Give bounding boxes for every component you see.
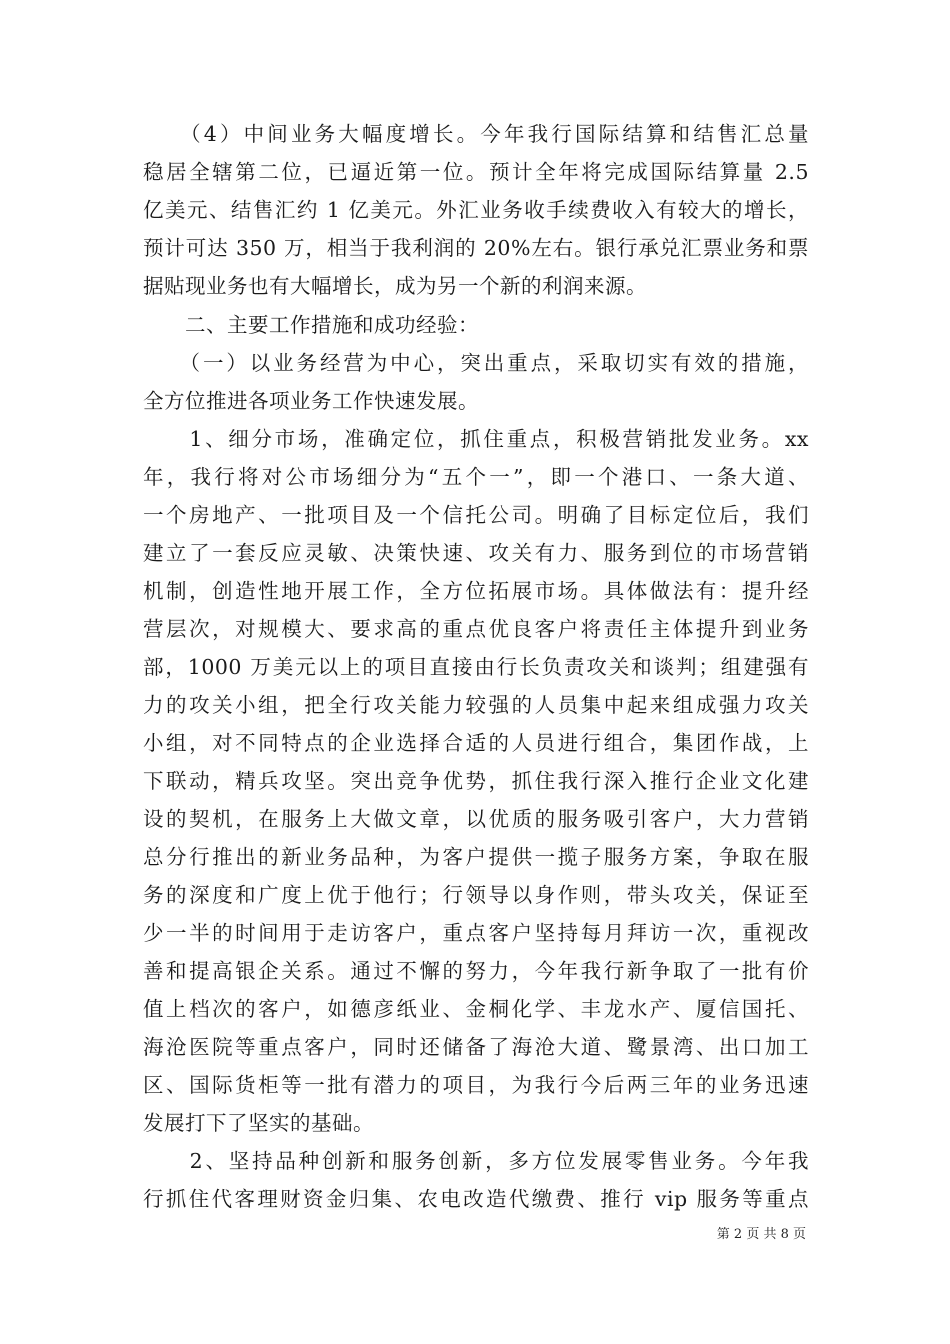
text-line: 一个房地产、一批项目及一个信托公司。明确了目标定位后，我们	[143, 503, 809, 527]
text-line: 部，1000 万美元以上的项目直接由行长负责攻关和谈判；组建强有	[143, 655, 809, 679]
text-line: 机制，创造性地开展工作，全方位拓展市场。具体做法有：提升经	[143, 579, 809, 603]
page-number-footer: 第 2 页 共 8 页	[716, 1227, 806, 1242]
text-line: 亿美元、结售汇约 1 亿美元。外汇业务收手续费收入有较大的增长，	[143, 198, 809, 222]
text-line: 设的契机，在服务上大做文章，以优质的服务吸引客户，大力营销	[143, 807, 809, 831]
text-line: 行抓住代客理财资金归集、农电改造代缴费、推行 vip 服务等重点	[143, 1187, 809, 1211]
text-line: 区、国际货柜等一批有潜力的项目，为我行今后两三年的业务迅速	[143, 1073, 809, 1097]
text-line: 小组，对不同特点的企业选择合适的人员进行组合，集团作战，上	[143, 731, 809, 755]
text-line: 总分行推出的新业务品种，为客户提供一揽子服务方案，争取在服	[143, 845, 809, 869]
text-line: 稳居全辖第二位，已逼近第一位。预计全年将完成国际结算量 2.5	[143, 160, 809, 184]
text-line: 1、细分市场，准确定位，抓住重点，积极营销批发业务。xx	[143, 427, 809, 451]
text-line: 海沧医院等重点客户，同时还储备了海沧大道、鹭景湾、出口加工	[143, 1035, 809, 1059]
text-line: 务的深度和广度上优于他行；行领导以身作则，带头攻关，保证至	[143, 883, 809, 907]
text-line: 预计可达 350 万，相当于我利润的 20%左右。银行承兑汇票业务和票	[143, 236, 809, 260]
text-line: 营层次，对规模大、要求高的重点优良客户将责任主体提升到业务	[143, 617, 809, 641]
text-line: 少一半的时间用于走访客户，重点客户坚持每月拜访一次，重视改	[143, 921, 809, 945]
text-line: 善和提高银企关系。通过不懈的努力，今年我行新争取了一批有价	[143, 959, 809, 983]
text-line: 年，我行将对公市场细分为“五个一”，即一个港口、一条大道、	[143, 465, 809, 489]
text-line: 建立了一套反应灵敏、决策快速、攻关有力、服务到位的市场营销	[143, 541, 809, 565]
text-line: 值上档次的客户，如德彦纸业、金桐化学、丰龙水产、厦信国托、	[143, 997, 809, 1021]
text-line: 2、坚持品种创新和服务创新，多方位发展零售业务。今年我	[143, 1149, 809, 1173]
text-line: （4）中间业务大幅度增长。今年我行国际结算和结售汇总量	[143, 122, 809, 146]
subsection-heading: （一）以业务经营为中心，突出重点，采取切实有效的措施，	[143, 351, 809, 375]
text-line: 下联动，精兵攻坚。突出竞争优势，抓住我行深入推行企业文化建	[143, 769, 809, 793]
text-line: 力的攻关小组，把全行攻关能力较强的人员集中起来组成强力攻关	[143, 693, 809, 717]
text-line: 发展打下了坚实的基础。	[143, 1111, 374, 1135]
text-line: 据贴现业务也有大幅增长，成为另一个新的利润来源。	[143, 274, 647, 298]
text-line: 全方位推进各项业务工作快速发展。	[143, 389, 479, 413]
section-heading: 二、主要工作措施和成功经验：	[143, 313, 479, 337]
